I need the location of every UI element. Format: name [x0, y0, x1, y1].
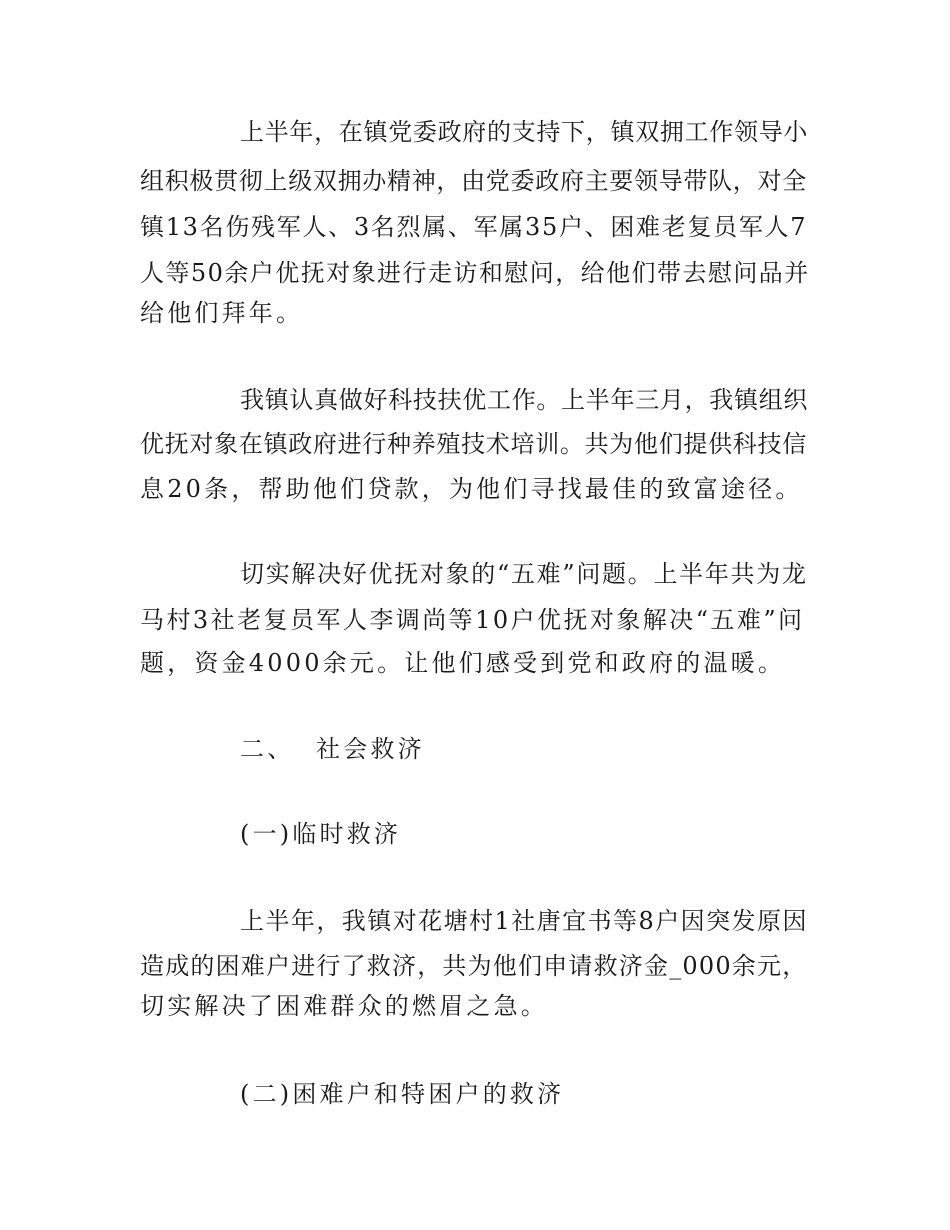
subheading-temporary-relief: (一)临时救济 — [240, 820, 402, 848]
paragraph-3-line-2: 马村3社老复员军人李调尚等10户优抚对象解决“五难”问 — [140, 606, 805, 634]
paragraph-4-line-2: 造成的困难户进行了救济，共为他们申请救济金_000余元， — [140, 952, 808, 980]
paragraph-2-line-2: 优抚对象在镇政府进行种养殖技术培训。共为他们提供科技信 — [140, 430, 807, 458]
paragraph-4-line-3: 切实解决了困难群众的燃眉之急。 — [140, 992, 548, 1020]
paragraph-1-line-3: 镇13名伤残军人、3名烈属、军属35户、困难老复员军人7 — [140, 213, 808, 241]
paragraph-3-line-1: 切实解决好优抚对象的“五难”问题。上半年共为龙 — [240, 560, 808, 588]
paragraph-3-line-3: 题，资金4000余元。让他们感受到党和政府的温暖。 — [140, 649, 786, 677]
paragraph-4-line-1: 上半年，我镇对花塘村1社唐宜书等8户因突发原因 — [240, 907, 808, 935]
subheading-poor-households-relief: (二)困难户和特困户的救济 — [240, 1080, 565, 1108]
section-heading-social-relief: 二、 社会救济 — [240, 735, 425, 763]
paragraph-2-line-3: 息20条，帮助他们贷款，为他们寻找最佳的致富途径。 — [140, 475, 803, 503]
paragraph-1-line-5: 给他们拜年。 — [140, 299, 304, 327]
paragraph-1-line-4: 人等50余户优抚对象进行走访和慰问，给他们带去慰问品并 — [140, 259, 810, 287]
paragraph-1-line-1: 上半年，在镇党委政府的支持下，镇双拥工作领导小 — [240, 118, 809, 146]
paragraph-1-line-2: 组积极贯彻上级双拥办精神，由党委政府主要领导带队，对全 — [140, 167, 807, 195]
paragraph-2-line-1: 我镇认真做好科技扶优工作。上半年三月，我镇组织 — [240, 386, 809, 414]
